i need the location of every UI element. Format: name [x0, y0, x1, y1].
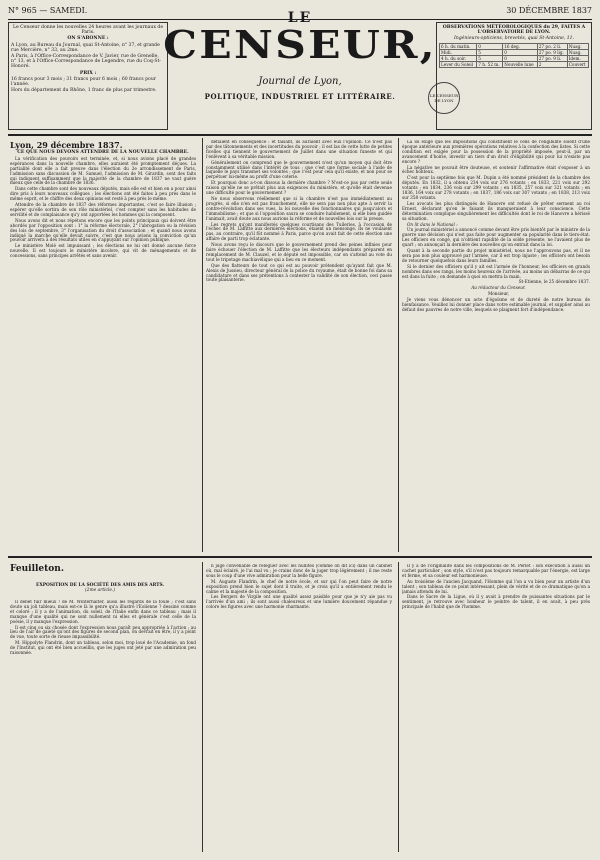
column-divider	[202, 138, 203, 552]
weather-cell: 16 deg.	[503, 43, 538, 49]
weather-cell: 5	[477, 49, 503, 55]
weather-cell: 27 po. 9 li.	[537, 56, 567, 62]
paragraph: Que des flatteurs de tout ce qui est au pouvoir prétendent qu'ayant fait que M. Alexis de Jussieu, directeur général de la police du royaume, était de bonne foi dans sa candidature et dans ses prétentions à contester la validité de son élection, ceci passe toute plaisanterie.	[206, 262, 392, 283]
weather-cell: 2	[537, 62, 567, 68]
feuilleton-rule	[8, 556, 592, 558]
weather-cell: 0	[503, 56, 538, 62]
weather-table	[439, 43, 589, 69]
weather-cell: 0	[503, 49, 538, 55]
letter-place-date: St-Etienne, le 25 décembre 1837.	[518, 279, 590, 285]
weather-cell: 6 h. du matin.	[440, 43, 477, 49]
paragraph: Quant à la seconde partie du projet ministériel, nous ne l'approuvons pas, et il ne sera pas non plus approuvé par l'armée, car il est trop injuste ; les officiers ont besoin de retourner quelquefois dans leurs familles.	[402, 248, 590, 263]
weather-cell: 0	[477, 43, 503, 49]
paragraph: n jugé convenable de reléguer avec les nullités (comme on dit ici) dans un cabinet où, mal éclairé, je l'ai mal vu ; je crains donc de la juger trop légèrement ; il me reste sous le coup d'une vive admiration pour la belle figure.	[206, 564, 392, 578]
feuilleton-heading	[10, 583, 190, 593]
paragraph: C'est pour la septième fois que M. Dupin a été nommé président de la chambre des députés. En 1832, il a obtenu 234 voix sur 276 votants ; en 1833, 221 voix sur 292 votants ; en 1834, 236 voix sur 299 votants ; en 1835, 257 voix sur 321 votants ; en 1836, 164 voix sur 278 votants ; en 1837, 186 voix sur 307 votants ; en 1838, 213 voix sur 358 votants.	[402, 175, 590, 200]
paragraph: Généralement on comprend que le gouvernement n'est qu'un moyen qui doit être constamment utilisé dans l'intérêt de tous ; que c'est une forme sociale à l'aide de laquelle le pays transmet ses volontés ; que c'est pour cela qu'il existe, et non pour se perpétuer lui-même au profit d'une coterie.	[206, 159, 392, 180]
feuilleton-column-2	[206, 564, 392, 852]
column-3	[402, 140, 590, 550]
section-intro: On lit dans le National :	[407, 221, 458, 227]
column-divider	[398, 138, 399, 552]
paragraph: Les avocats les plus distingués de Hanovre ont refusé de prêter serment au roi Ernest, déclarant qu'en le faisant ils manqueraient à leur conscience. Cette détermination complique singulièrement les difficultés dont le roi de Hanovre a hérissé sa situation.	[402, 200, 590, 221]
weather-title: OBSERVATIONS MÉTÉOROLOGIQUES du 29, FAITES A L'OBSERVATOIRE DE LYON.	[442, 25, 586, 36]
price-detail: 16 francs pour 3 mois ; 31 francs pour 6 mois ; 60 francs pour l'année.	[11, 76, 156, 88]
paragraph: Ne nous observons réellement que si la chambre n'est pas immédiatement au progrès, si elle n'en est pas franchement, elle ne sera pas non plus apte à servir la contre-révolution dans ses vues, la loi nouvelle des fonctionnaires qui jusqu'alors et l'immobilisme ; et que si l'opposition saura se conduire habilement, si elle bien guidée l'animait, avait doute aux nous aurions la réforme et de nouvelles lois sur la presse.	[206, 195, 392, 221]
paragraph: Au troisième de l'ancien Jacquand, l'Homme qui l'on a vu bien pour un artiste d'un talent ; son tableau de ce point intéressant, plein de vérité et de ce dramatique qu'on a jamais attendu de lui.	[402, 578, 590, 594]
subscription-paris: A Paris, à l'Office-Correspondance de V. Javier, rue de Grenelle, n° 13, et à l'Office-Correspondance de Legendre, rue du Coq-St-Honoré.	[11, 54, 161, 70]
paragraph: M. Auguste Flandrin, le chef de notre école, et sur qui l'on peut faire de notre exposition prend bien le sujet dont il traite, et je crois qu'il a entièrement rendu le calme et la majesté de la composition.	[206, 578, 392, 594]
paragraph: La négative ne pouvait être douteuse, et soutenir l'affirmative était s'exposer à un échec honteux.	[402, 164, 590, 175]
weather-cell: Nuag.	[567, 49, 588, 55]
paragraph: Les regrets qu'ont manifestés quelques courtisans des Tuileries, à l'occasion de l'échec de M. Laffitte aux dernières élections, étaient un mensonge. Ils ne voulaient pas, au contraire, qu'il fût nommé à Paris, parce qu'on avait fait de cette élection une affaire de parti trop éclatante.	[206, 221, 392, 242]
column-2	[206, 140, 392, 550]
dateline: Lyon, 29 décembre 1837.	[10, 140, 123, 150]
weather-row	[440, 62, 589, 68]
title-censeur: CENSEUR,	[163, 22, 437, 67]
subscription-box	[8, 22, 168, 130]
weather-cell: 7 h. 52 m.	[477, 62, 503, 68]
paragraph: M. Hippolyte Flandrin, dont un tableau, selon moi, trop loué de l'Academie, un fond de l'Institut, qui ont été bien accueillis, que les juges ont jeté par une admiration peu raisonnée.	[10, 640, 196, 656]
paragraph: Nous avons dit et nous répétons encore que les points principaux qui doivent être abordés par l'opposition sont : 1° la réforme électorale, 2° l'abrogation ou la révision des lois de septembre, 3° l'organisation du droit d'association ; et quand nous avons indiqué la marche qu'elle devait suivre, c'est que nous avions la conviction qu'un pouvoir arrivera à des résultats utiles en s'appuyant sur l'opinion publique.	[10, 217, 196, 243]
column-1	[10, 140, 196, 550]
letter-address: Au rédacteur du Censeur.	[471, 285, 526, 291]
paragraph: Et pourquoi donc a-t-on dissous la dernière chambre ? N'est-ce pas par cette seule raison qu'elle ne se prêtait plus aux exigences du ministère, et qu'elle était devenue une difficulté pour le gouvernement ?	[206, 180, 392, 196]
weather-cell: Nouvelle lune	[503, 62, 538, 68]
paragraph: Dans cette chambre sont des nouveaux députés, mais elle est et bien en a pour ainsi dire pris à leurs nouveaux collègues ; les élections ont été faites à peu près dans le même esprit, et le chiffre des deux opinions est resté à peu près le même.	[10, 186, 196, 202]
feuilleton-column-1	[10, 600, 196, 852]
weather-cell: 5	[477, 56, 503, 62]
column-divider	[398, 562, 399, 852]
weather-cell: Midi.	[440, 49, 477, 55]
price-outside: Hors du département du Rhône, 1 franc de plus par trimestre.	[11, 88, 157, 94]
issue-date: 30 DÉCEMBRE 1837	[506, 6, 592, 15]
masthead-title	[163, 10, 437, 70]
paragraph: Le ministère Molé est impuissant ; les élections ne lui ont donné aucune force nouvelle. Il est toujours le ministère incolore, qui vit de ménagements et de concessions, sans principes arrêtés et sans avenir.	[10, 243, 196, 259]
weather-cell: 27 po. 9 lig.	[537, 49, 567, 55]
masthead-tagline: POLITIQUE, INDUSTRIEL ET LITTÉRAIRE.	[204, 92, 396, 101]
paragraph: La vérification des pouvoirs est terminée, et, si nous avions placé de grandes espérances dans la nouvelle chambre, elles auraient été promptement déçues. La partialité dont elle a fait preuve dans l'élection du 2e arrondissement de Paris, l'admission sans discussion de M. Samuel, l'admission de M. Girardin, sont des faits qui indiquent suffisamment que la majorité de la chambre de 1837 ne vaut guère mieux que celle de la chambre de 1836.	[10, 155, 196, 186]
paragraph: La loi exige que les impositions qui constituent le cens de l'éligibilité soient d'une époque antérieure aux premières opérations relatives à la confection des listes. Si cette condition est exigée pour la possession de la propriété imposée, peut-il, par un avancement d'hoirie, investir un tiers d'un droit d'éligibilité qui pour lui n'existe pas encore ?	[402, 140, 590, 164]
feuilleton-column-3	[402, 564, 590, 852]
paragraph: Si le dernier des officiers qu'il y ait est l'armée de l'honneur, les officiers en grands nombres dans ses rangs, les moins heureux de l'arrivée, au moins un débarras de ce qui est dans la fuite ; on demande à quoi on mettra la main.	[402, 263, 590, 279]
paragraph: Je viens vous dénoncer un acte d'égoïsme et de dureté de notre bureau de bienfaisance. Veuillez lui donner place dans votre estimable journal, et supplier ainsi au défaut des pauvres de notre ville, lesquels se plaignent fort d'indépendance.	[402, 297, 590, 312]
weather-cell: Couvert	[567, 62, 588, 68]
seal-stamp: LE CENSEUR DE LYON	[428, 82, 460, 114]
paragraph: défiaient en conséquence : et faisant, ils auraient avec eux l'opinion. Ce n'est pas par des tâtonnements et des incertitudes du pouvoir ; il est las de cette lutte de petites ficelles qui tiennent le gouvernement de Juillet dans une situation funeste et qui l'enlèvent à sa véritable mission.	[206, 140, 392, 159]
weather-cell: 4 h. du soir.	[440, 56, 477, 62]
subscription-intro: Le Censeur donne les nouvelles 24 heures avant les journaux de Paris.	[12, 25, 164, 36]
weather-cell: 27 po. 2 li.	[537, 43, 567, 49]
paragraph: Dans le Sacre de la Ligue, où il y avait à prendre de puissantes situations par le sentiment, je retrouve avec bonheur le peintre de talent, il en avait, à peu près principale de l'habit que de l'homme.	[402, 594, 590, 610]
feuilleton-heading-main: EXPOSITION DE LA SOCIÉTÉ DES AMIS DES ARTS.	[35, 583, 165, 588]
weather-cell: Nuag.	[567, 43, 588, 49]
paragraph: Nous avons reçu le discours que le gouvernement prend des peines infinies pour faire échouer l'élection de M. Laffitte que les électeurs indépendants préparent en remplacement de M. Clauzel, et le député est impossible, car on s'attend au vote du tout le tripotage machiavélique qui a lieu en ce moment.	[206, 242, 392, 262]
feuilleton-title: Feuilleton.	[10, 564, 64, 574]
paragraph: Il est cinq ou six chosée dont l'expression nous paraît peu appropriée à l'action ; au lieu de l'air de gaieté qu'ont des figures de second plan, on devrait en être, il y a point de vue, toute sorte de rieuse impassibilité.	[10, 624, 196, 640]
paragraph: Attendre de la chambre de 1837 des réformes importantes, c'est se faire illusion ; espérer qu'elle sortira de son rôle ministériel, c'est compter sans les habitudes de servilité et de complaisance qu'y ont apportées les hommes qui la composent.	[10, 202, 196, 217]
column-divider	[202, 562, 203, 852]
feuilleton-heading-sub: (2me article.)	[84, 588, 116, 593]
letter-salutation: Monsieur,	[487, 291, 510, 297]
masthead-rule	[8, 134, 592, 136]
issue-number: N° 965 — SAMEDI.	[8, 6, 88, 15]
subscription-heading: ON S'ABONNE :	[67, 36, 109, 42]
paragraph: Un journal ministériel a annoncé comme devant être pris bientôt par le ministre de la guerre une décision qui n'est pas faite pour augmenter sa popularité dans le tiers-état. Les officiers en congé, qui n'obtient rapidité de la solde présente, ne l'avaient plus de quart ; on annonçait la dernière des nouvelles qu'on entrait dans la loi.	[402, 227, 590, 248]
price-heading: PRIX :	[79, 70, 97, 76]
weather-cell: Idem.	[567, 56, 588, 62]
subscription-lyon: A Lyon, au Bureau du Journal, quai St-Antoine, n° 37, et grande rue Mercière, n° 33, au 2me.	[11, 42, 160, 53]
paragraph: Il y a de l'originalité dans les compositions de M. Perlet : son exécution a aussi un cachet particulier ; son style, s'il n'est pas toujours remarquable par l'énergie, est large et ferme, et sa couleur est harmonieuse.	[402, 564, 590, 578]
article-headline: CE QUE NOUS DEVONS ATTENDRE DE LA NOUVELLE CHAMBRE.	[17, 150, 189, 155]
paragraph: Les Bergers de Virgile ont une qualité assez paisible pour que je n'y aie pas vu l'arrivée d'un ami ; ils sont aussi chaleureux et une lumière doucement répandue y colore les figures avec une harmonie charmante.	[206, 594, 392, 610]
weather-subtitle: Ingénieurs-opticiens, brevetés, quai St-Antoine, 11.	[453, 36, 575, 42]
weather-cell: Lever du Soleil	[440, 62, 477, 68]
paragraph: Il debet fuir mieux ! de M. Winterhalter, aussi les regards de la foule ; c'est sans doute un joli tableau, mais est-ce là le genre qu'a illustré l'Eolienne ? dessiné comme et coloré ; il y a de l'animation, du soleil, de l'Italie enfin dans ce tableau ; mais il manque d'une qualité qui ne sont nullement ni elles et générale c'est celle de la poésie, il y manque l'expression.	[10, 600, 196, 624]
masthead-subtitle: Journal de Lyon,	[258, 76, 342, 87]
weather-box	[436, 22, 592, 130]
title-le: LE	[287, 10, 313, 26]
